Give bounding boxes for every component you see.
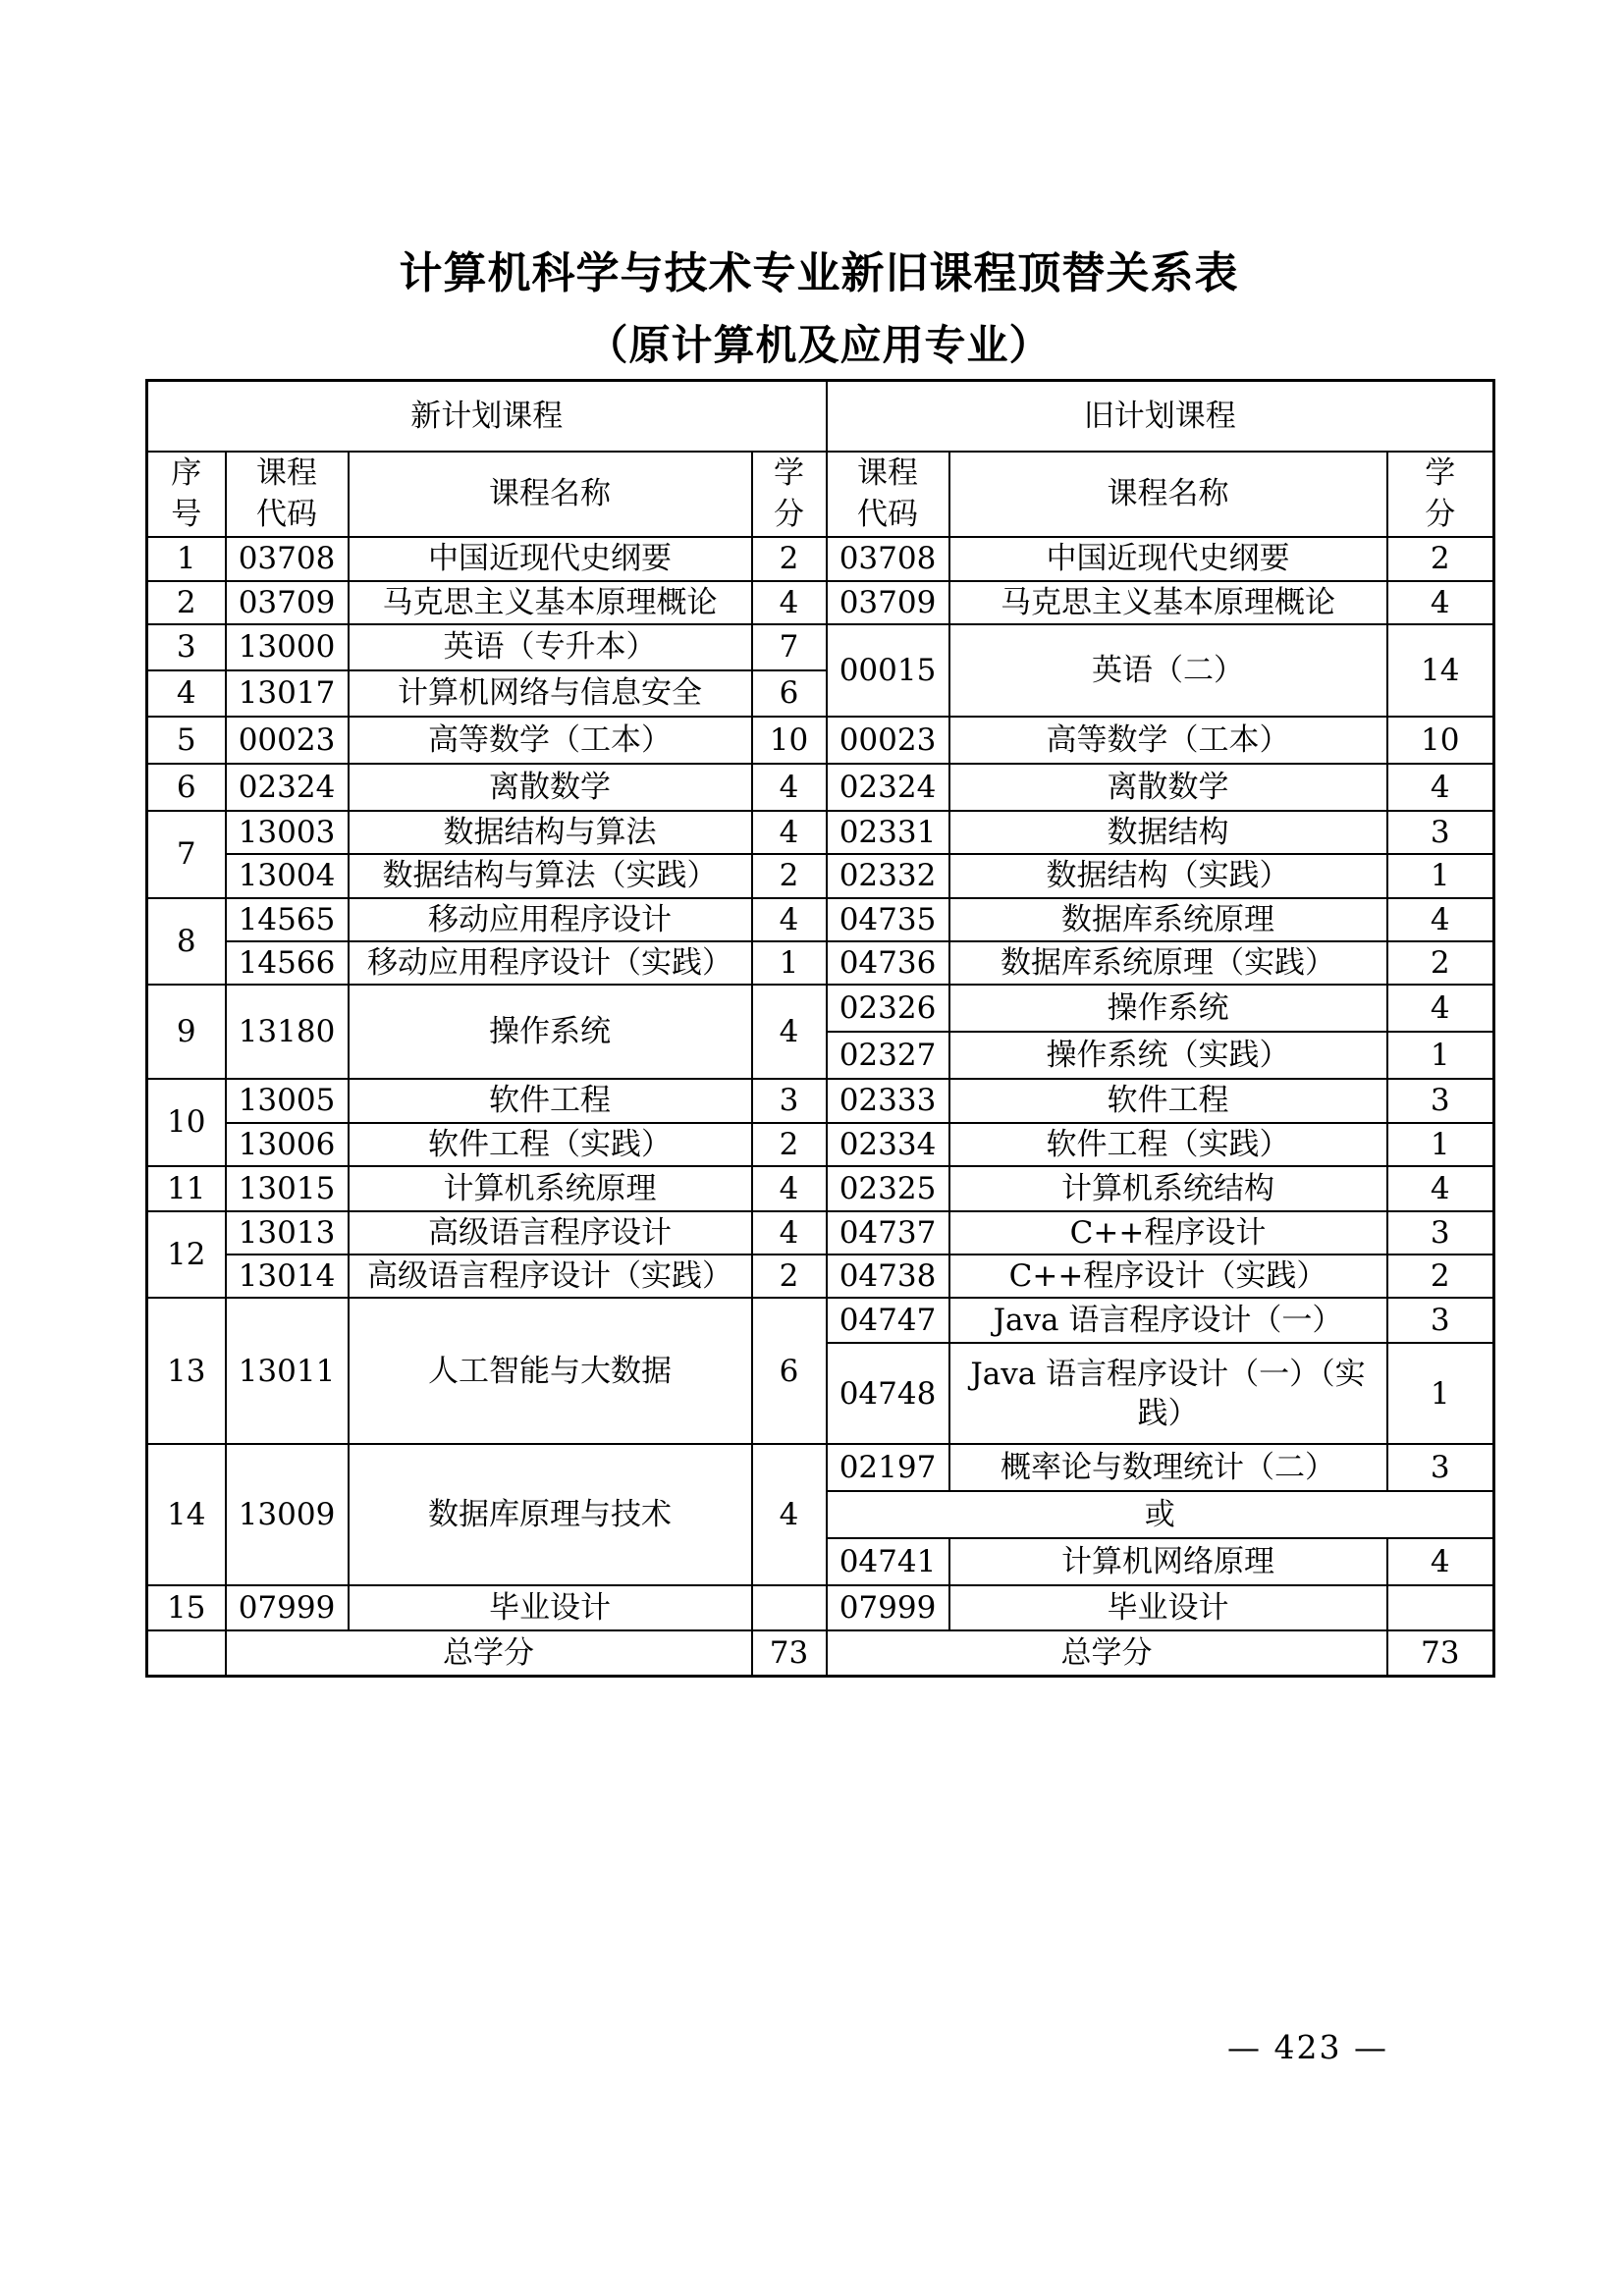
table-row	[147, 1298, 1494, 1343]
old-name-cell: 操作系统（实践）	[949, 1032, 1387, 1079]
seq-cell: 6	[147, 764, 226, 811]
col-header-new-code-label: 课程代码	[255, 454, 317, 532]
new-credit-cell: 4	[752, 1166, 827, 1211]
old-name-cell: 数据结构	[949, 811, 1387, 854]
new-code-cell: 14566	[226, 941, 349, 985]
old-credit-cell: 2	[1387, 1255, 1494, 1298]
old-credit-cell: 4	[1387, 898, 1494, 941]
new-code-cell: 13015	[226, 1166, 349, 1211]
table-row	[147, 1255, 1494, 1298]
col-header-seq-label: 序号	[171, 454, 202, 532]
new-credit-cell: 2	[752, 854, 827, 897]
table-row	[147, 764, 1494, 811]
content-area	[145, 0, 1492, 1678]
total-row	[147, 1630, 1494, 1676]
new-code-cell: 07999	[226, 1585, 349, 1630]
old-credit-cell: 2	[1387, 941, 1494, 985]
course-replacement-table	[145, 379, 1495, 1678]
new-name-cell: 中国近现代史纲要	[349, 537, 752, 580]
old-name-cell: 毕业设计	[949, 1585, 1387, 1630]
seq-cell: 4	[147, 670, 226, 717]
new-code-cell: 13000	[226, 624, 349, 670]
new-name-cell: 软件工程	[349, 1079, 752, 1122]
total-label-new-cell: 总学分	[226, 1630, 752, 1676]
section-header-old-plan: 旧计划课程	[827, 381, 1494, 452]
new-name-cell: 移动应用程序设计	[349, 898, 752, 941]
table-row	[147, 1123, 1494, 1166]
old-credit-cell: 4	[1387, 1538, 1494, 1585]
new-name-cell: 高级语言程序设计（实践）	[349, 1255, 752, 1298]
seq-cell: 1	[147, 537, 226, 580]
old-name-cell: 高等数学（工本）	[949, 717, 1387, 764]
new-credit-cell: 3	[752, 1079, 827, 1122]
old-name-cell: 离散数学	[949, 764, 1387, 811]
new-credit-cell: 4	[752, 764, 827, 811]
col-header-old-code	[827, 452, 949, 538]
col-header-seq	[147, 452, 226, 538]
new-code-cell: 13011	[226, 1298, 349, 1444]
seq-cell: 10	[147, 1079, 226, 1166]
old-code-cell: 07999	[827, 1585, 949, 1630]
seq-cell: 5	[147, 717, 226, 764]
old-name-cell: 数据库系统原理	[949, 898, 1387, 941]
new-name-cell: 数据结构与算法	[349, 811, 752, 854]
old-code-cell: 04748	[827, 1343, 949, 1444]
new-name-cell: 高级语言程序设计	[349, 1211, 752, 1255]
table-row	[147, 717, 1494, 764]
new-credit-cell: 2	[752, 537, 827, 580]
seq-cell: 11	[147, 1166, 226, 1211]
new-credit-cell: 4	[752, 811, 827, 854]
new-code-cell: 13006	[226, 1123, 349, 1166]
old-name-cell: 数据库系统原理（实践）	[949, 941, 1387, 985]
new-code-cell: 03708	[226, 537, 349, 580]
col-header-new-credit-label: 学分	[773, 454, 804, 532]
old-name-cell: 操作系统	[949, 985, 1387, 1032]
old-code-cell: 02333	[827, 1079, 949, 1122]
new-name-cell: 计算机网络与信息安全	[349, 670, 752, 717]
old-credit-cell: 14	[1387, 624, 1494, 717]
old-code-cell: 02327	[827, 1032, 949, 1079]
seq-cell: 9	[147, 985, 226, 1079]
old-credit-cell: 3	[1387, 1211, 1494, 1255]
table-row	[147, 1211, 1494, 1255]
old-code-cell: 02332	[827, 854, 949, 897]
new-code-cell: 13004	[226, 854, 349, 897]
old-name-cell: 软件工程	[949, 1079, 1387, 1122]
new-credit-cell: 6	[752, 670, 827, 717]
new-name-cell: 马克思主义基本原理概论	[349, 581, 752, 624]
new-code-cell: 13013	[226, 1211, 349, 1255]
old-name-cell: 数据结构（实践）	[949, 854, 1387, 897]
table-row	[147, 581, 1494, 624]
old-credit-cell: 1	[1387, 1032, 1494, 1079]
old-name-cell: 马克思主义基本原理概论	[949, 581, 1387, 624]
table-row	[147, 985, 1494, 1032]
old-credit-cell: 1	[1387, 1123, 1494, 1166]
old-credit-cell: 3	[1387, 1079, 1494, 1122]
seq-cell: 7	[147, 811, 226, 898]
new-name-cell: 数据结构与算法（实践）	[349, 854, 752, 897]
seq-cell: 3	[147, 624, 226, 670]
old-code-cell: 02324	[827, 764, 949, 811]
new-credit-cell: 2	[752, 1123, 827, 1166]
new-credit-cell: 4	[752, 1211, 827, 1255]
new-code-cell: 13005	[226, 1079, 349, 1122]
old-code-cell: 02197	[827, 1444, 949, 1491]
col-header-new-credit	[752, 452, 827, 538]
new-code-cell: 13009	[226, 1444, 349, 1585]
old-credit-cell: 10	[1387, 717, 1494, 764]
table-row	[147, 898, 1494, 941]
column-header-row	[147, 452, 1494, 538]
old-credit-cell: 3	[1387, 1444, 1494, 1491]
seq-cell: 15	[147, 1585, 226, 1630]
total-value-old-cell: 73	[1387, 1630, 1494, 1676]
old-name-cell: 英语（二）	[949, 624, 1387, 717]
col-header-new-code	[226, 452, 349, 538]
new-credit-cell: 4	[752, 898, 827, 941]
new-code-cell: 13017	[226, 670, 349, 717]
old-code-cell: 04747	[827, 1298, 949, 1343]
table-row	[147, 1166, 1494, 1211]
old-code-cell: 04737	[827, 1211, 949, 1255]
table-row	[147, 941, 1494, 985]
old-code-cell: 04735	[827, 898, 949, 941]
old-credit-cell: 4	[1387, 985, 1494, 1032]
old-credit-cell: 3	[1387, 811, 1494, 854]
seq-cell: 13	[147, 1298, 226, 1444]
old-credit-cell	[1387, 1585, 1494, 1630]
page-number: — 423 —	[1227, 2028, 1388, 2066]
old-name-cell: C++程序设计	[949, 1211, 1387, 1255]
old-code-cell: 02326	[827, 985, 949, 1032]
new-name-cell: 移动应用程序设计（实践）	[349, 941, 752, 985]
new-code-cell: 03709	[226, 581, 349, 624]
old-credit-cell: 4	[1387, 581, 1494, 624]
old-name-cell: C++程序设计（实践）	[949, 1255, 1387, 1298]
new-credit-cell	[752, 1585, 827, 1630]
new-name-cell: 高等数学（工本）	[349, 717, 752, 764]
col-header-old-credit	[1387, 452, 1494, 538]
seq-cell-empty	[147, 1630, 226, 1676]
old-code-cell: 04738	[827, 1255, 949, 1298]
old-code-cell: 04736	[827, 941, 949, 985]
new-name-cell: 软件工程（实践）	[349, 1123, 752, 1166]
seq-cell: 2	[147, 581, 226, 624]
new-name-cell: 操作系统	[349, 985, 752, 1079]
document-title: 计算机科学与技术专业新旧课程顶替关系表	[399, 248, 1239, 298]
col-header-new-name: 课程名称	[349, 452, 752, 538]
new-code-cell: 13003	[226, 811, 349, 854]
new-name-cell: 离散数学	[349, 764, 752, 811]
old-name-cell: 计算机网络原理	[949, 1538, 1387, 1585]
new-name-cell: 数据库原理与技术	[349, 1444, 752, 1585]
old-code-cell: 02325	[827, 1166, 949, 1211]
total-value-new-cell: 73	[752, 1630, 827, 1676]
seq-cell: 12	[147, 1211, 226, 1299]
or-cell: 或	[827, 1491, 1494, 1538]
new-code-cell: 14565	[226, 898, 349, 941]
old-code-cell: 00023	[827, 717, 949, 764]
table-row	[147, 1585, 1494, 1630]
col-header-old-code-label: 课程代码	[856, 454, 918, 532]
new-code-cell: 00023	[226, 717, 349, 764]
new-credit-cell: 10	[752, 717, 827, 764]
new-credit-cell: 1	[752, 941, 827, 985]
new-code-cell: 02324	[226, 764, 349, 811]
old-name-cell: 概率论与数理统计（二）	[949, 1444, 1387, 1491]
old-code-cell: 02334	[827, 1123, 949, 1166]
old-credit-cell: 1	[1387, 854, 1494, 897]
seq-cell: 8	[147, 898, 226, 986]
new-name-cell: 计算机系统原理	[349, 1166, 752, 1211]
table-row	[147, 811, 1494, 854]
new-code-cell: 13014	[226, 1255, 349, 1298]
seq-cell: 14	[147, 1444, 226, 1585]
table-row	[147, 537, 1494, 580]
old-credit-cell: 1	[1387, 1343, 1494, 1444]
total-label-old-cell: 总学分	[827, 1630, 1387, 1676]
old-name-cell: Java 语言程序设计（一）（实践）	[949, 1343, 1387, 1444]
old-credit-cell: 4	[1387, 1166, 1494, 1211]
old-name-cell: 中国近现代史纲要	[949, 537, 1387, 580]
old-name-cell: 计算机系统结构	[949, 1166, 1387, 1211]
new-credit-cell: 2	[752, 1255, 827, 1298]
old-name-cell: 软件工程（实践）	[949, 1123, 1387, 1166]
old-name-cell: Java 语言程序设计（一）	[949, 1298, 1387, 1343]
new-credit-cell: 7	[752, 624, 827, 670]
old-credit-cell: 4	[1387, 764, 1494, 811]
table-row	[147, 624, 1494, 670]
new-code-cell: 13180	[226, 985, 349, 1079]
old-code-cell: 03709	[827, 581, 949, 624]
new-credit-cell: 4	[752, 985, 827, 1079]
table-row	[147, 1079, 1494, 1122]
section-header-new-plan: 新计划课程	[147, 381, 827, 452]
new-name-cell: 人工智能与大数据	[349, 1298, 752, 1444]
new-credit-cell: 4	[752, 1444, 827, 1585]
col-header-old-credit-label: 学分	[1425, 454, 1456, 532]
section-header-row	[147, 381, 1494, 452]
new-name-cell: 英语（专升本）	[349, 624, 752, 670]
old-code-cell: 03708	[827, 537, 949, 580]
new-credit-cell: 4	[752, 581, 827, 624]
table-row	[147, 1444, 1494, 1491]
new-name-cell: 毕业设计	[349, 1585, 752, 1630]
old-code-cell: 02331	[827, 811, 949, 854]
old-credit-cell: 2	[1387, 537, 1494, 580]
new-credit-cell: 6	[752, 1298, 827, 1444]
document-subtitle: （原计算机及应用专业）	[586, 321, 1052, 370]
old-code-cell: 00015	[827, 624, 949, 717]
old-code-cell: 04741	[827, 1538, 949, 1585]
col-header-old-name: 课程名称	[949, 452, 1387, 538]
old-credit-cell: 3	[1387, 1298, 1494, 1343]
table-row	[147, 854, 1494, 897]
